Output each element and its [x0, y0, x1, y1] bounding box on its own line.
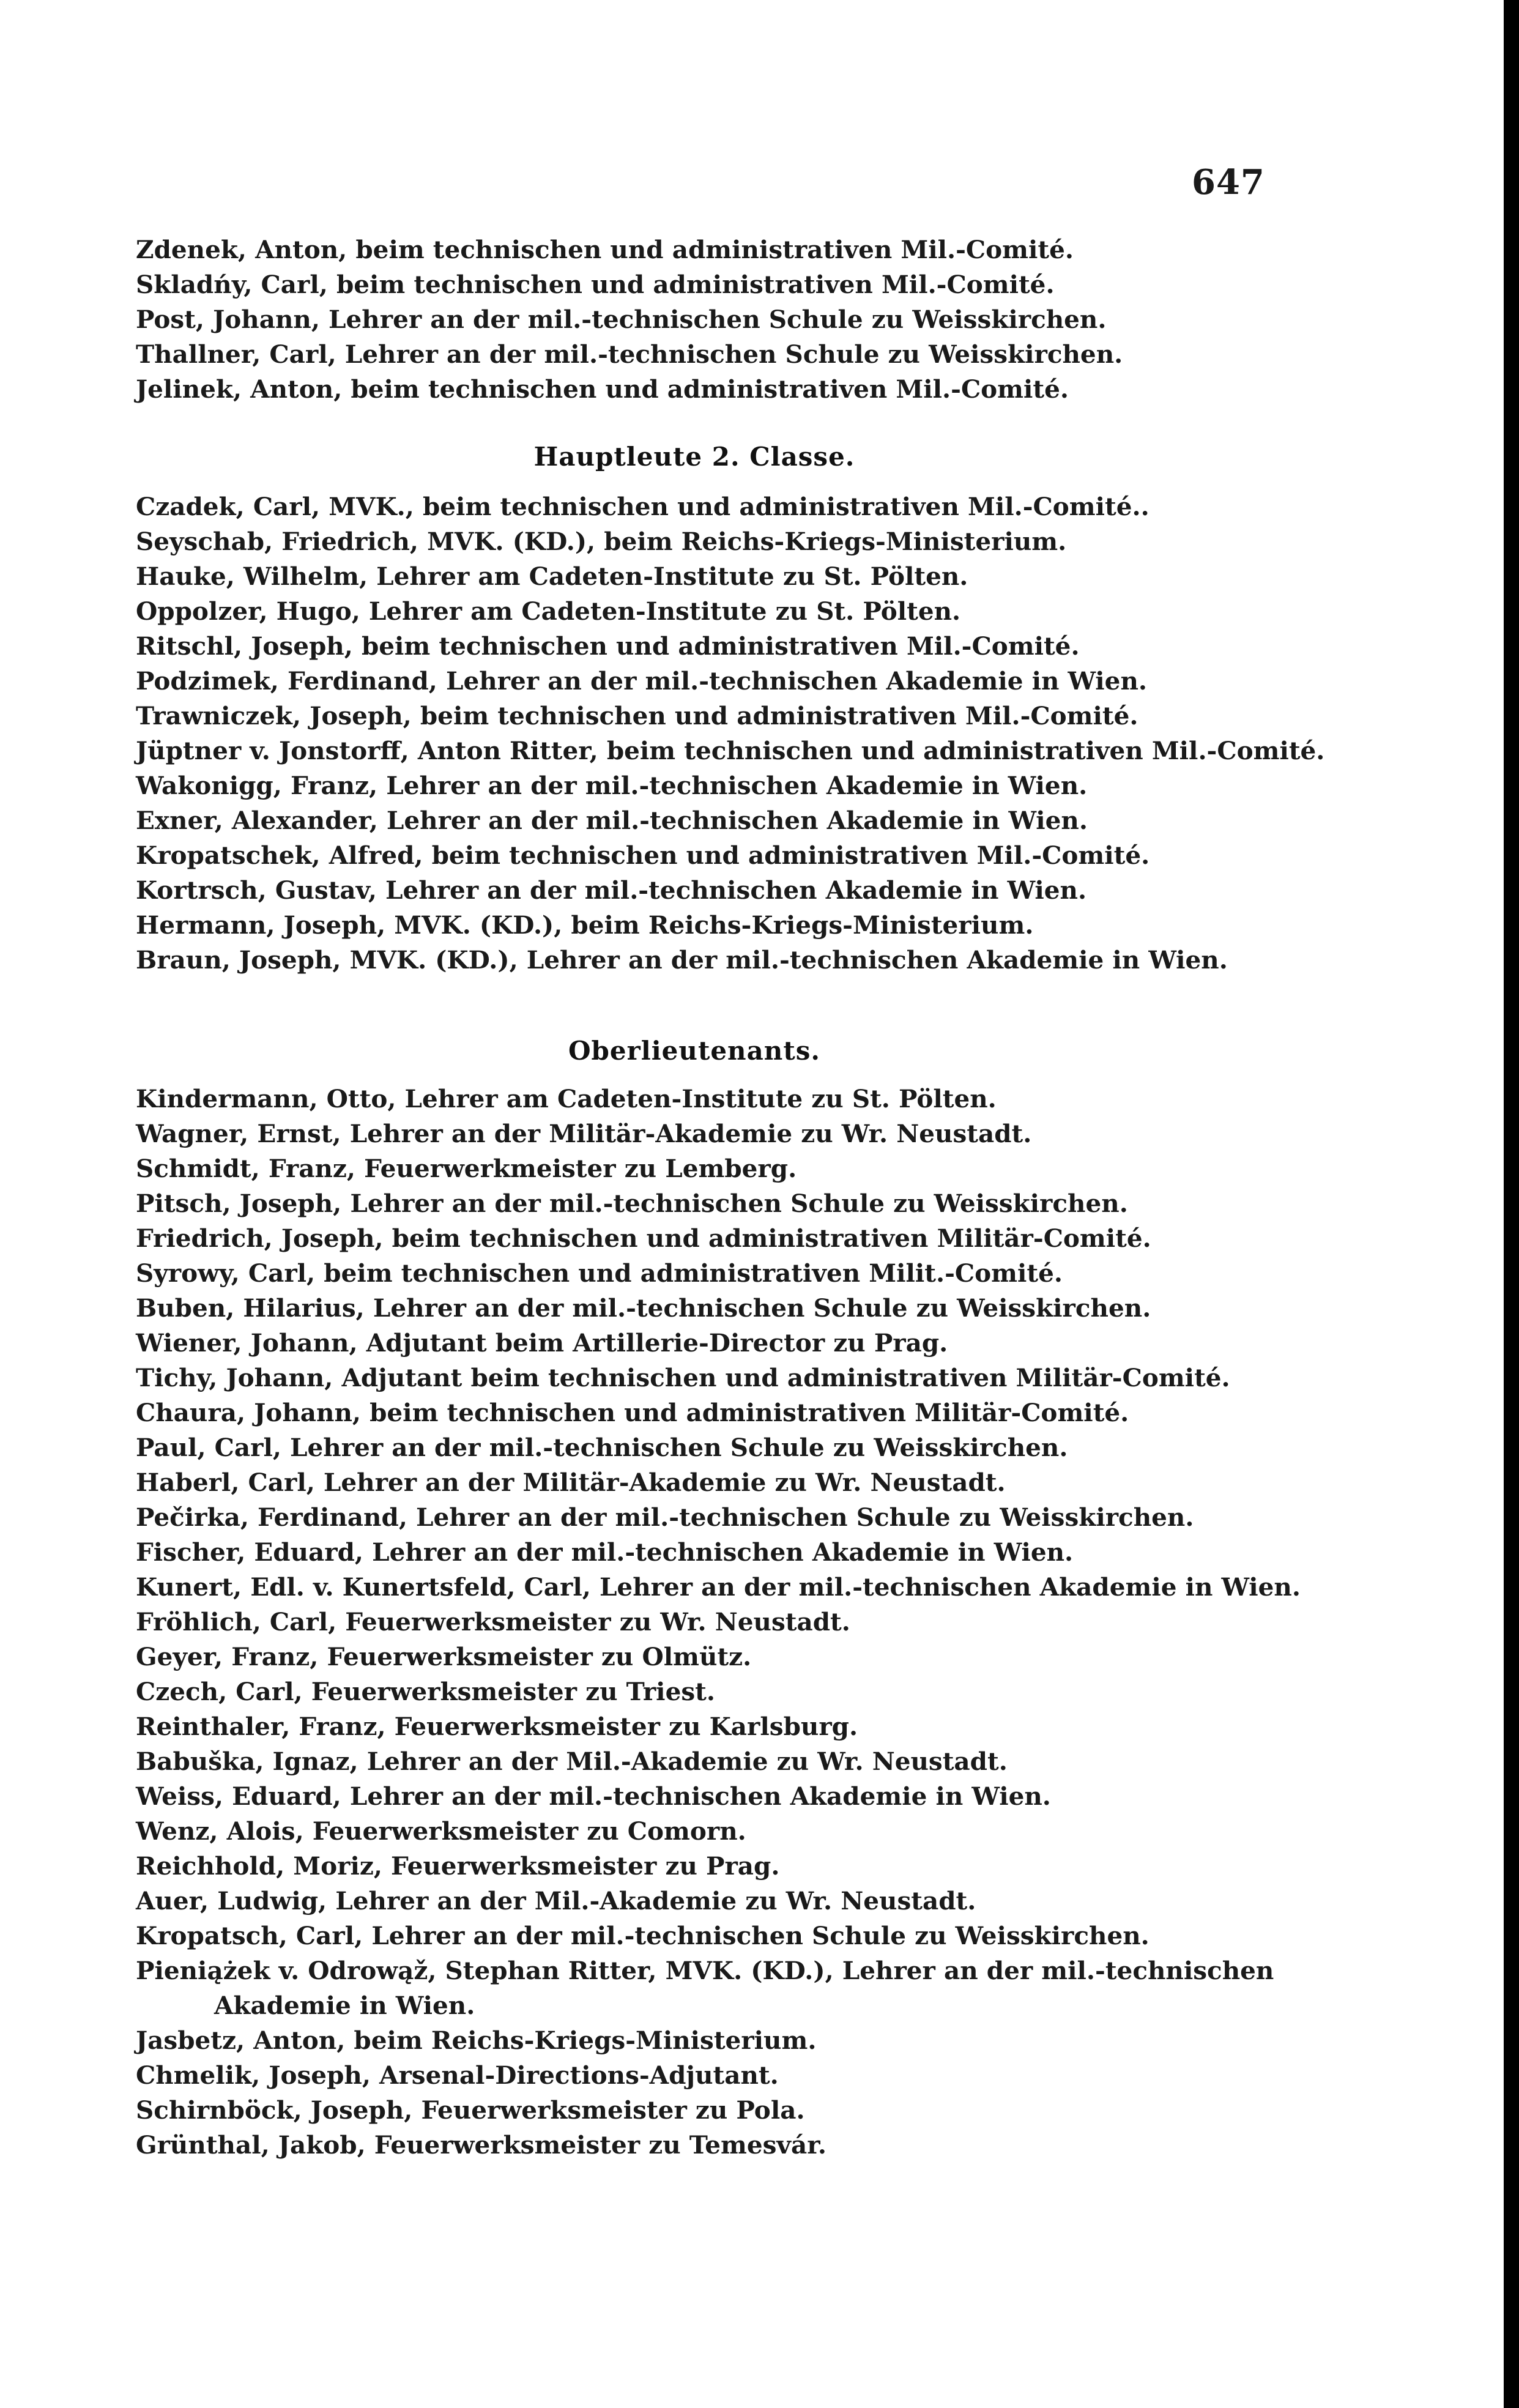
list-entry: Thallner, Carl, Lehrer an der mil.-technischen Schule zu Weisskirchen. — [136, 340, 1123, 369]
list-entry: Syrowy, Carl, beim technischen und administrativen Milit.-Comité. — [136, 1258, 1063, 1288]
list-entry: Jelinek, Anton, beim technischen und administrativen Mil.-Comité. — [136, 374, 1069, 404]
list-entry: Pečirka, Ferdinand, Lehrer an der mil.-technischen Schule zu Weisskirchen. — [136, 1503, 1194, 1532]
list-entry: Trawniczek, Joseph, beim technischen und administrativen Mil.-Comité. — [136, 701, 1138, 730]
list-entry: Ritschl, Joseph, beim technischen und administrativen Mil.-Comité. — [136, 631, 1080, 661]
list-entry: Pieniążek v. Odrowąž, Stephan Ritter, MVK. (KD.), Lehrer an der mil.-technischen — [136, 1956, 1274, 1985]
list-entry: Schirnböck, Joseph, Feuerwerksmeister zu Pola. — [136, 2095, 805, 2125]
officer-list-oberlieutenants — [136, 1082, 1301, 2163]
list-entry: Weiss, Eduard, Lehrer an der mil.-technischen Akademie in Wien. — [136, 1782, 1051, 1811]
officer-list-continued — [136, 232, 1123, 407]
page-number: 647 — [1192, 162, 1265, 203]
scan-edge-border — [1504, 0, 1519, 2408]
list-entry: Kropatsch, Carl, Lehrer an der mil.-technischen Schule zu Weisskirchen. — [136, 1921, 1149, 1950]
list-entry: Haberl, Carl, Lehrer an der Militär-Akademie zu Wr. Neustadt. — [136, 1468, 1006, 1497]
list-entry: Pitsch, Joseph, Lehrer an der mil.-technischen Schule zu Weisskirchen. — [136, 1189, 1128, 1218]
section-heading-oberlieutenants: Oberlieutenants. — [568, 1036, 821, 1066]
list-entry: Chaura, Johann, beim technischen und administrativen Militär-Comité. — [136, 1398, 1129, 1427]
list-entry: Wakonigg, Franz, Lehrer an der mil.-technischen Akademie in Wien. — [136, 771, 1088, 800]
list-entry: Fischer, Eduard, Lehrer an der mil.-technischen Akademie in Wien. — [136, 1537, 1074, 1567]
list-entry: Hermann, Joseph, MVK. (KD.), beim Reichs-Kriegs-Ministerium. — [136, 910, 1034, 940]
list-entry: Kortrsch, Gustav, Lehrer an der mil.-technischen Akademie in Wien. — [136, 875, 1087, 905]
list-entry: Czech, Carl, Feuerwerksmeister zu Triest. — [136, 1677, 715, 1706]
list-entry: Skladńy, Carl, beim technischen und administrativen Mil.-Comité. — [136, 270, 1055, 299]
list-entry: Tichy, Johann, Adjutant beim technischen und administrativen Militär-Comité. — [136, 1363, 1230, 1392]
list-entry: Fröhlich, Carl, Feuerwerksmeister zu Wr. Neustadt. — [136, 1607, 850, 1637]
section-heading-hauptleute-2-classe: Hauptleute 2. Classe. — [533, 442, 855, 472]
list-entry: Friedrich, Joseph, beim technischen und administrativen Militär-Comité. — [136, 1224, 1151, 1253]
list-entry: Wagner, Ernst, Lehrer an der Militär-Akademie zu Wr. Neustadt. — [136, 1119, 1032, 1148]
list-entry: Geyer, Franz, Feuerwerksmeister zu Olmütz. — [136, 1642, 752, 1671]
list-entry-continuation: Akademie in Wien. — [214, 1991, 475, 2020]
list-entry: Reichhold, Moriz, Feuerwerksmeister zu Prag. — [136, 1851, 780, 1881]
list-entry: Auer, Ludwig, Lehrer an der Mil.-Akademie zu Wr. Neustadt. — [136, 1886, 976, 1916]
list-entry: Buben, Hilarius, Lehrer an der mil.-technischen Schule zu Weisskirchen. — [136, 1293, 1151, 1323]
list-entry: Braun, Joseph, MVK. (KD.), Lehrer an der mil.-technischen Akademie in Wien. — [136, 945, 1228, 975]
list-entry: Kropatschek, Alfred, beim technischen und administrativen Mil.-Comité. — [136, 841, 1150, 870]
list-entry: Chmelik, Joseph, Arsenal-Directions-Adjutant. — [136, 2061, 779, 2090]
list-entry: Grünthal, Jakob, Feuerwerksmeister zu Temesvár. — [136, 2130, 826, 2160]
list-entry: Kindermann, Otto, Lehrer am Cadeten-Institute zu St. Pölten. — [136, 1084, 997, 1113]
list-entry: Post, Johann, Lehrer an der mil.-technischen Schule zu Weisskirchen. — [136, 305, 1107, 334]
list-entry: Reinthaler, Franz, Feuerwerksmeister zu Karlsburg. — [136, 1712, 858, 1741]
list-entry: Exner, Alexander, Lehrer an der mil.-technischen Akademie in Wien. — [136, 806, 1088, 835]
officer-list-hauptleute-2-classe — [136, 489, 1324, 978]
list-entry: Babuška, Ignaz, Lehrer an der Mil.-Akademie zu Wr. Neustadt. — [136, 1747, 1008, 1776]
list-entry: Wiener, Johann, Adjutant beim Artillerie-Director zu Prag. — [136, 1328, 948, 1358]
list-entry: Seyschab, Friedrich, MVK. (KD.), beim Reichs-Kriegs-Ministerium. — [136, 527, 1067, 556]
list-entry: Hauke, Wilhelm, Lehrer am Cadeten-Institute zu St. Pölten. — [136, 562, 968, 591]
list-entry: Schmidt, Franz, Feuerwerkmeister zu Lemberg. — [136, 1154, 797, 1183]
list-entry: Czadek, Carl, MVK., beim technischen und administrativen Mil.-Comité.. — [136, 492, 1149, 521]
list-entry: Zdenek, Anton, beim technischen und administrativen Mil.-Comité. — [136, 235, 1074, 264]
list-entry: Wenz, Alois, Feuerwerksmeister zu Comorn. — [136, 1816, 746, 1846]
list-entry: Jüptner v. Jonstorff, Anton Ritter, beim technischen und administrativen Mil.-Comité. — [136, 736, 1325, 765]
list-entry: Kunert, Edl. v. Kunertsfeld, Carl, Lehrer an der mil.-technischen Akademie in Wien. — [136, 1572, 1301, 1602]
list-entry: Paul, Carl, Lehrer an der mil.-technischen Schule zu Weisskirchen. — [136, 1433, 1068, 1462]
list-entry: Jasbetz, Anton, beim Reichs-Kriegs-Ministerium. — [136, 2026, 817, 2055]
list-entry: Oppolzer, Hugo, Lehrer am Cadeten-Institute zu St. Pölten. — [136, 596, 961, 626]
list-entry: Podzimek, Ferdinand, Lehrer an der mil.-technischen Akademie in Wien. — [136, 666, 1147, 696]
